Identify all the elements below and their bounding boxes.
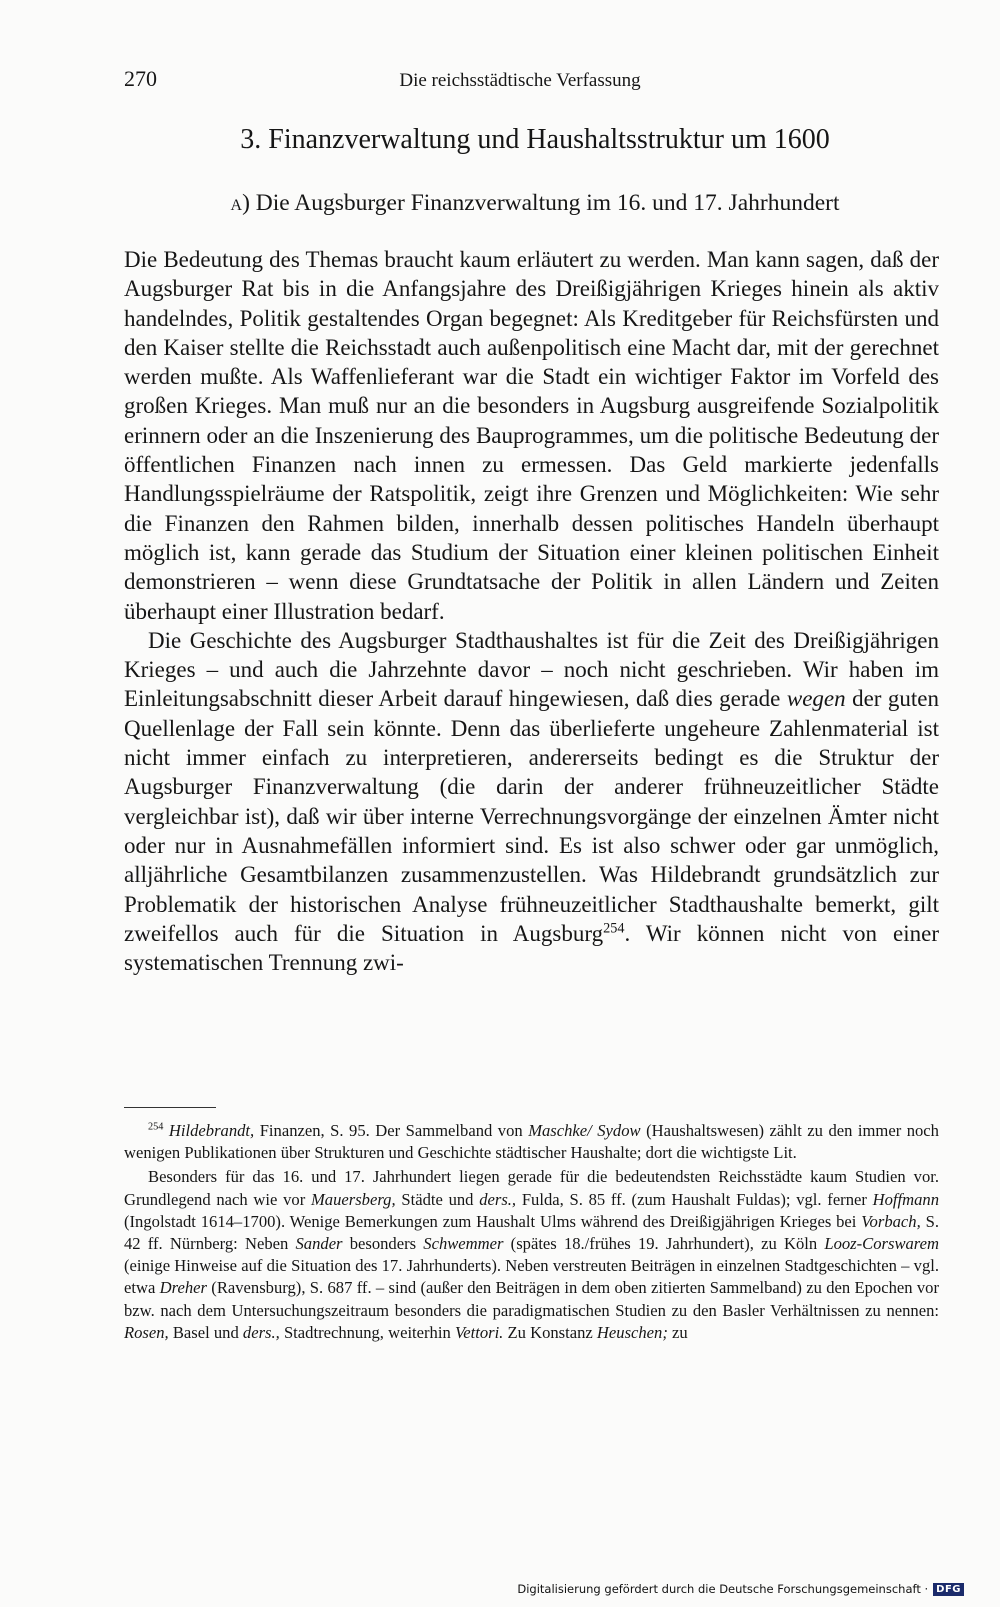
footnote-text: S. 42 ff. Nürnberg: Neben bbox=[124, 1211, 939, 1254]
footnote-author: Rosen, bbox=[124, 1322, 169, 1342]
footnote-author: Hoffmann bbox=[872, 1189, 940, 1209]
paragraph-2-part-b: der guten Quellenlage der Fall sein könnte. Denn das überlieferte ungeheure Zahlenmaterial ist nicht immer einfach zu interpretieren, andererseits bedingt es die Struktur der Augsburger Finanzverwaltung (die darin der anderer frühneuzeitlicher Städte vergleichbar ist), daß wir über interne Verrechnungsvorgänge der einzelnen Ämter nicht oder nur in Ausnahmefällen informiert sind. Es ist also schwer oder gar unmöglich, alljährliche Gesamtbilanzen zusammenzustellen. Was Hildebrandt grundsätzlich zur Problematik der historischen Analyse frühneuzeitlicher Stadthaushalte bemerkt, gilt zweifellos auch für die Situation in Augsburg bbox=[124, 686, 940, 946]
footnote-text: Finanzen, S. 95. Der Sammelband von bbox=[259, 1121, 523, 1140]
footnote-text: (Ravensburg), S. 687 ff. – sind (außer den Beiträgen in dem oben zitierten Sammelband) zu den Epochen vor bzw. nach dem Untersuchungszeitraum besonders die paradigmatischen Studien zu den Basler Verhältnissen zu nennen: bbox=[124, 1278, 939, 1320]
footnote-text: (Haushaltswesen) zählt zu den immer noch wenigen Publikationen über Strukturen und Geschichte städtischer Haushalte; dort die wichtigste Lit. bbox=[124, 1121, 939, 1163]
dfg-logo: DFG bbox=[933, 1583, 964, 1596]
footnote-divider bbox=[124, 1107, 216, 1108]
footnotes bbox=[124, 1120, 939, 1344]
footnote-text: Besonders für das 16. und 17. Jahrhundert liegen gerade für die bedeutendsten Reichsstädte kaum Studien vor. Grundlegend nach wie vor bbox=[124, 1167, 939, 1209]
digitization-note: Digitalisierung gefördert durch die Deutsche Forschungsgemeinschaft · bbox=[517, 1582, 929, 1596]
digitization-footer bbox=[517, 1582, 964, 1596]
running-head: Die reichsstädtische Verfassung bbox=[399, 70, 641, 91]
section-title: 3. Finanzverwaltung und Haushaltsstruktur um 1600 bbox=[240, 124, 830, 155]
footnote-author: Hildebrandt, bbox=[168, 1121, 255, 1140]
footnote-text: (spätes 18./frühes 19. Jahrhundert), zu Köln bbox=[510, 1234, 818, 1254]
body-paragraph-1: Die Bedeutung des Themas braucht kaum erläutert zu werden. Man kann sagen, daß der Augsburger Rat bis in die Anfangsjahre des Dreißigjährigen Krieges hinein als aktiv handelndes, Politik gestaltendes Organ begegnet: Als Kreditgeber für Reichsfürsten und den Kaiser stellte die Reichsstadt auch außenpolitisch eine Macht dar, mit der gerechnet werden mußte. Als Waffenlieferant war die Stadt ein wichtiger Faktor im Vorfeld des großen Krieges. Man muß nur an die besonders in Augsburg ausgreifende Sozialpolitik erinnern oder an die Inszenierung des Bauprogrammes, um die politische Bedeutung der öffentlichen Finanzen nach innen zu ermessen. Das Geld markierte jedenfalls Handlungsspielräume der Ratspolitik, zeigt ihre Grenzen und Möglichkeiten: Wie sehr die Finanzen den Rahmen bilden, innerhalb dessen politisches Handeln überhaupt möglich ist, kann gerade das Studium der Situation einer kleinen politischen Einheit demonstrieren – wenn diese Grundtatsache der Politik in allen Ländern und Zeiten überhaupt einer Illustration bedarf. bbox=[124, 247, 939, 624]
footnote-reference-254[interactable]: 254 bbox=[603, 920, 625, 937]
footnote-author: Sander bbox=[295, 1234, 343, 1254]
footnote-text: Basel und bbox=[172, 1322, 239, 1342]
footnote-author: ders., bbox=[242, 1322, 280, 1342]
footnote-text: (einige Hinweise auf die Situation des 17. Jahrhunderts). Neben verstreuten Beiträgen in einzelnen Stadtgeschichten – vgl. etwa bbox=[124, 1256, 939, 1298]
footnote-text: Städte und bbox=[401, 1189, 474, 1209]
paragraph-2-part-a: Die Geschichte des Augsburger Stadthaushaltes ist für die Zeit des Dreißigjährigen Krieges – und auch die Jahrzehnte davor – noch nicht geschrieben. Wir haben im Einleitungsabschnitt dieser Arbeit darauf hingewiesen, daß dies gerade bbox=[124, 627, 939, 712]
footnote-author: Dreher bbox=[159, 1278, 207, 1298]
subsection-label: a) bbox=[230, 190, 250, 216]
subsection-heading: Die Augsburger Finanzverwaltung im 16. und 17. Jahrhundert bbox=[255, 190, 840, 216]
emphasis-wegen: wegen bbox=[786, 686, 846, 712]
footnote-author: Vorbach, bbox=[861, 1211, 921, 1231]
footnote-254 bbox=[124, 1120, 939, 1164]
footnote-author: Mauersberg, bbox=[310, 1189, 396, 1209]
body-paragraph-2 bbox=[124, 626, 939, 978]
footnote-text: (Ingolstadt 1614–1700). Wenige Bemerkungen zum Haushalt Ulms während des Dreißigjährigen Krieges bei bbox=[124, 1211, 857, 1231]
paragraph-2-part-c: . Wir können nicht von einer systematischen Trennung zwi- bbox=[124, 920, 939, 976]
footnote-254-continued bbox=[124, 1166, 939, 1344]
footnote-author: Looz-Corswarem bbox=[824, 1234, 940, 1254]
footnote-text: Stadtrechnung, weiterhin bbox=[283, 1322, 451, 1342]
body-text bbox=[124, 245, 939, 977]
page-number: 270 bbox=[124, 66, 157, 91]
footnote-author: Schwemmer bbox=[423, 1234, 504, 1254]
footnote-text: besonders bbox=[349, 1234, 417, 1254]
footnote-author: Heuschen; bbox=[596, 1322, 668, 1342]
footnote-text: zu bbox=[672, 1322, 688, 1342]
footnote-author: ders., bbox=[479, 1189, 517, 1209]
footnote-author: Maschke/ Sydow bbox=[528, 1121, 641, 1140]
footnote-text: Zu Konstanz bbox=[507, 1322, 593, 1342]
subsection-title bbox=[0, 190, 1000, 217]
footnote-number: 254 bbox=[148, 1121, 164, 1133]
footnote-author: Vettori. bbox=[454, 1322, 504, 1342]
footnote-text: Fulda, S. 85 ff. (zum Haushalt Fuldas); vgl. ferner bbox=[521, 1189, 867, 1209]
